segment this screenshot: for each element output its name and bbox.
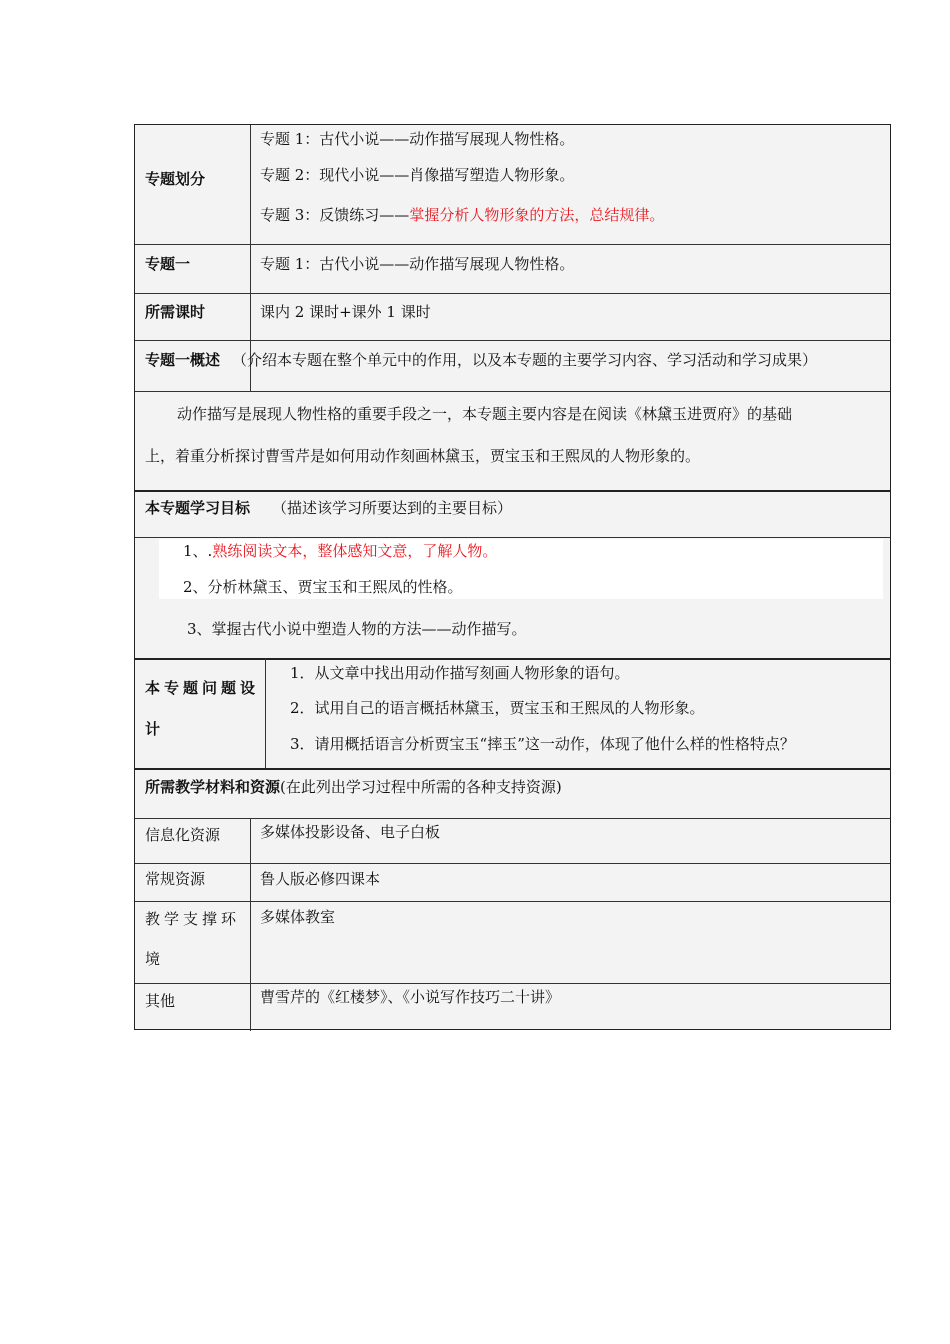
row-divider: [135, 340, 890, 341]
row-divider: [135, 293, 890, 294]
row-divider: [135, 391, 890, 392]
goal-1-prefix: 1、.: [183, 542, 213, 560]
col-divider: [250, 818, 251, 1031]
goals-hint: （描述该学习所要达到的主要目标）: [272, 499, 513, 517]
questions-label-line-2: 计: [145, 720, 161, 738]
row-divider: [135, 658, 890, 660]
overview-heading: [145, 350, 817, 370]
goal-1: [183, 541, 497, 561]
resource-label-other: 其他: [145, 992, 176, 1010]
resource-label-env-line-2: 境: [145, 950, 161, 968]
overview-hint: （介绍本专题在整个单元中的作用，以及本专题的主要学习内容、学习活动和学习成果）: [232, 351, 818, 369]
goals-label: 本专题学习目标: [145, 499, 251, 517]
col-divider: [265, 658, 266, 768]
row-divider: [135, 818, 890, 819]
question-3: 3．请用概括语言分析贾宝玉“摔玉”这一动作，体现了他什么样的性格特点？: [290, 735, 795, 753]
overview-line-1: 动作描写是展现人物性格的重要手段之一，本专题主要内容是在阅读《林黛玉进贾府》的基础: [177, 405, 793, 423]
question-1: 1．从文章中找出用动作描写刻画人物形象的语句。: [290, 664, 630, 682]
division-label: 专题划分: [145, 170, 206, 188]
questions-label-line-1: 本专题问题设: [145, 679, 260, 697]
resource-label-regular: 常规资源: [145, 870, 206, 888]
division-item-3-highlight: 掌握分析人物形象的方法，总结规律。: [409, 206, 665, 224]
row-divider: [135, 863, 890, 864]
goal-3: 3、掌握古代小说中塑造人物的方法——动作描写。: [187, 620, 527, 638]
topic-one-value: 专题 1：古代小说——动作描写展现人物性格。: [260, 255, 575, 273]
overview-line-2: 上，着重分析探讨曹雪芹是如何用动作刻画林黛玉，贾宝玉和王熙凤的人物形象的。: [145, 447, 701, 465]
goal-2: 2、分析林黛玉、贾宝玉和王熙凤的性格。: [183, 578, 463, 596]
overview-label: 专题一概述: [145, 351, 221, 369]
row-divider: [135, 244, 890, 245]
division-item-3-prefix: 专题 3：反馈练习——: [260, 206, 410, 224]
hours-label: 所需课时: [145, 303, 206, 321]
hours-value: 课内 2 课时+课外 1 课时: [260, 303, 431, 321]
resources-heading: [145, 777, 562, 797]
resource-label-env-line-1: 教学支撑环: [145, 910, 241, 928]
goal-1-text: 熟练阅读文本，整体感知文意，了解人物。: [212, 542, 498, 560]
goals-heading: [145, 498, 512, 518]
row-divider: [135, 983, 890, 984]
row-divider: [135, 537, 890, 538]
row-divider: [135, 768, 890, 770]
resource-value-regular: 鲁人版必修四课本: [260, 870, 381, 888]
division-item-2: 专题 2：现代小说——肖像描写塑造人物形象。: [260, 166, 575, 184]
row-divider: [135, 490, 890, 492]
division-item-1: 专题 1：古代小说——动作描写展现人物性格。: [260, 130, 575, 148]
resource-value-digital: 多媒体投影设备、电子白板: [260, 823, 441, 841]
resource-value-other: 曹雪芹的《红楼梦》、《小说写作技巧二十讲》: [260, 988, 561, 1006]
col-divider: [250, 125, 251, 244]
resource-label-digital: 信息化资源: [145, 826, 221, 844]
resource-value-env: 多媒体教室: [260, 908, 336, 926]
topic-one-label: 专题一: [145, 255, 191, 273]
question-2: 2．试用自己的语言概括林黛玉，贾宝玉和王熙凤的人物形象。: [290, 699, 705, 717]
row-divider: [135, 901, 890, 902]
division-item-3: [260, 205, 664, 225]
resources-hint: (在此列出学习过程中所需的各种支持资源): [280, 778, 562, 796]
resources-label: 所需教学材料和资源: [145, 778, 281, 796]
lesson-plan-table: [134, 124, 891, 1030]
